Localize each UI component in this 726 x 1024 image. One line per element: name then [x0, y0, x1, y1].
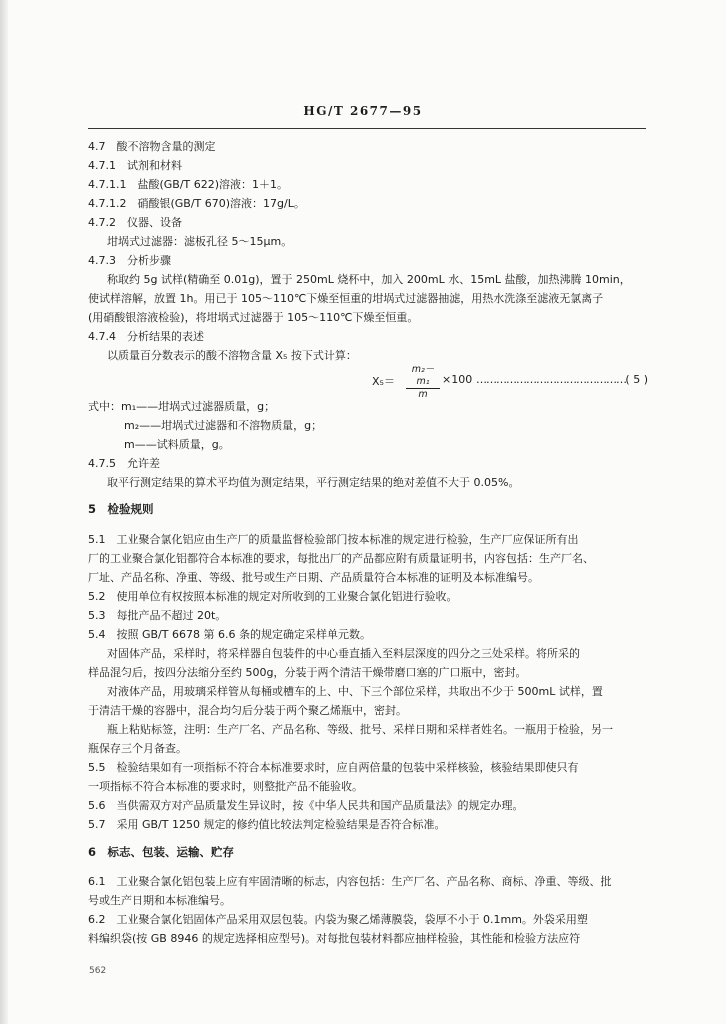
text-line: 样品混匀后，按四分法缩分至约 500g，分装于两个清洁干燥带磨口塞的广口瓶中，密封。	[88, 666, 527, 679]
formula-leader: ………………………………………	[476, 373, 626, 386]
scan-edge	[0, 0, 8, 1024]
text-line: 取平行测定结果的算术平均值为测定结果，平行测定结果的绝对差值不大于 0.05%。	[107, 476, 520, 489]
heading-4-7-5: 4.7.5 允许差	[88, 457, 160, 470]
section-heading-6: 6 标志、包装、运输、贮存	[88, 845, 235, 859]
text-line: 6.2 工业聚合氯化铝固体产品采用双层包装。内袋为聚乙烯薄膜袋，袋厚不小于 0.1mm。外袋采用塑	[88, 913, 588, 926]
text-line: m——试料质量，g。	[124, 438, 230, 451]
text-line: 使试样溶解，放置 1h。用已于 105～110℃下燥至恒重的坩埚式过滤器抽滤，用热水洗涤至滤液无氯离子	[88, 292, 604, 305]
heading-4-7-1: 4.7.1 试剂和材料	[88, 159, 182, 172]
text-line: 一项指标不符合本标准的要求时，则整批产品不能验收。	[88, 780, 363, 793]
text-line: m₂——坩埚式过滤器和不溶物质量，g；	[124, 419, 323, 432]
text-line: 号或生产日期和本标准编号。	[88, 894, 231, 907]
text-line: 瓶上粘贴标签，注明：生产厂名、产品名称、等级、批号、采样日期和采样者姓名。一瓶用于检验，另一	[107, 723, 613, 736]
formula-fraction	[406, 364, 440, 401]
text-line: 称取约 5g 试样(精确至 0.01g)，置于 250mL 烧杯中，加入 200mL 水、15mL 盐酸，加热沸腾 10min，	[107, 273, 631, 286]
formula-denominator: m	[418, 389, 428, 400]
text-line: 料编织袋(按 GB 8946 的规定选择相应型号)。对每批包装材料都应抽样检验，其性能和检验方法应符	[88, 932, 581, 945]
page-header: HG/T 2677—95	[303, 104, 423, 118]
text-line: 5.2 使用单位有权按照本标准的规定对所收到的工业聚合氯化铝进行验收。	[88, 590, 458, 603]
text-line: 6.1 工业聚合氯化铝包装上应有牢固清晰的标志，内容包括：生产厂名、产品名称、商标、净重、等级、批	[88, 875, 612, 888]
heading-4-7: 4.7 酸不溶物含量的测定	[88, 140, 216, 153]
heading-4-7-3: 4.7.3 分析步骤	[88, 254, 171, 267]
page-number: 562	[89, 966, 107, 976]
text-line: 于清洁干燥的容器中，混合均匀后分装于两个聚乙烯瓶中，密封。	[88, 704, 407, 717]
header-rule	[88, 128, 646, 129]
text-line: 4.7.1.2 硝酸银(GB/T 670)溶液：17g/L。	[88, 197, 305, 210]
text-line: 式中：m₁——坩埚式过滤器质量，g；	[88, 400, 276, 413]
text-line: 瓶保存三个月备查。	[88, 742, 187, 755]
text-line: 坩埚式过滤器：滤板孔径 5～15μm。	[107, 235, 293, 248]
text-line: 5.3 每批产品不超过 20t。	[88, 609, 227, 622]
text-line: 5.6 当供需双方对产品质量发生异议时，按《中华人民共和国产品质量法》的规定办理。	[88, 799, 524, 812]
heading-4-7-2: 4.7.2 仪器、设备	[88, 216, 182, 229]
formula-rhs: ×100	[442, 373, 473, 386]
text-line: 5.4 按照 GB/T 6678 第 6.6 条的规定确定采样单元数。	[88, 628, 371, 641]
text-line: 厂址、产品名称、净重、等级、批号或生产日期、产品质量符合本标准的证明及本标准编号。	[88, 571, 539, 584]
section-heading-5: 5 检验规则	[88, 502, 154, 516]
text-line: 5.5 检验结果如有一项指标不符合本标准要求时，应自两倍量的包装中采样核验，核验结果即使只有	[88, 761, 579, 774]
text-line: 以质量百分数表示的酸不溶物含量 X₅ 按下式计算：	[107, 349, 357, 362]
text-line: 对固体产品，采样时，将采样器自包装件的中心垂直插入至料层深度的四分之三处采样。将所采的	[107, 647, 580, 660]
text-line: 4.7.1.1 盐酸(GB/T 622)溶液：1＋1。	[88, 178, 289, 191]
formula-lhs: X₅＝	[372, 375, 395, 388]
text-line: 对液体产品，用玻璃采样管从每桶或槽车的上、中、下三个部位采样，共取出不少于 500mL 试样，置	[107, 685, 603, 698]
formula-5	[372, 364, 648, 400]
heading-4-7-4: 4.7.4 分析结果的表述	[88, 330, 204, 343]
formula-numerator: m₂－m₁	[406, 364, 440, 389]
text-line: 5.7 采用 GB/T 1250 规定的修约值比较法判定检验结果是否符合标准。	[88, 818, 446, 831]
equation-number: ( 5 )	[625, 373, 648, 386]
text-line: 厂的工业聚合氯化铝都符合本标准的要求，每批出厂的产品都应附有质量证明书，内容包括：生产厂名、	[88, 552, 594, 565]
text-line: (用硝酸银溶液检验)，将坩埚式过滤器于 105～110℃下燥至恒重。	[88, 311, 419, 324]
text-line: 5.1 工业聚合氯化铝应由生产厂的质量监督检验部门按本标准的规定进行检验，生产厂应保证所有出	[88, 533, 579, 546]
